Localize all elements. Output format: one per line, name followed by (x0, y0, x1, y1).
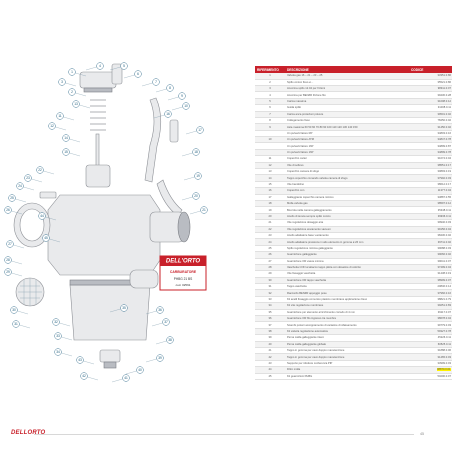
cell-desc: Boccola nella camera galleggiamento (285, 207, 409, 213)
cell-desc: Kit vite regolazione membrane (285, 303, 409, 309)
callout-30 (11, 307, 28, 314)
cell-desc: Un pulverizzatore ATM (285, 137, 409, 143)
cell-code: 39066.0.02 (409, 252, 452, 258)
cell-desc: Spillo regolazione minima galleggiante (285, 245, 409, 251)
cell-desc: Vite fissaggio vaschetta (285, 271, 409, 277)
cell-code: 39041.0.07 (409, 258, 452, 264)
callout-number: 38 (168, 338, 172, 342)
cell-code: 60525.0.11 (409, 341, 452, 347)
cell-code: 39088.0.03 (409, 245, 452, 251)
page-number: 45 (420, 432, 424, 436)
cell-desc: Vaschetta CON al attacco tappo pilota con dosatore di colorito (285, 264, 409, 270)
cell-rif: 32 (255, 290, 285, 296)
cell-rif: 43 (255, 360, 285, 366)
choke-cable-part (145, 98, 161, 182)
slide-part (86, 165, 110, 187)
cell-code: 38551.0.17 (409, 162, 452, 168)
cell-code: 78450.0.02 (409, 117, 452, 123)
bottom-plug-part (100, 350, 120, 362)
cell-code: 39156.0.04 (409, 226, 452, 232)
cell-code: 39501.0.02 (409, 111, 452, 117)
cell-code: 38821.0.79 (409, 296, 452, 302)
cell-rif: 2 (255, 79, 285, 85)
cell-rif: 8 (255, 117, 285, 123)
callout-number: 13 (74, 102, 78, 106)
cell-rif: 30 (255, 277, 285, 283)
cell-code: 45226.0.11 (409, 335, 452, 341)
cell-desc: Spillo conico fisso ø… (285, 79, 409, 85)
callout-number: 14 (64, 136, 68, 140)
cell-code: 31450.0.02 (409, 124, 452, 130)
cell-desc: Valvola gas 16 – 21 – 23 – 25 (285, 73, 409, 79)
cell-code: 34899.0.78 (409, 149, 452, 155)
cell-desc: Scambi polveri accoppiamento di variatore di sfiatoamento (285, 322, 409, 328)
cell-desc: Un pulverizzatore 16P (285, 149, 409, 155)
carb-body-part (48, 195, 160, 275)
float-bowl-part (70, 285, 150, 340)
cell-desc: Kit valvola regolazione automatica (285, 328, 409, 334)
callout-number: 30 (12, 308, 16, 312)
cell-code: 35348.0.11 (409, 207, 452, 213)
callout-40 (126, 367, 143, 374)
intake-opening-part (178, 212, 190, 242)
label-line2: PHBG 21 BS (173, 277, 193, 281)
cell-desc: Collegamento fisso (285, 117, 409, 123)
callout-number: 12 (50, 124, 54, 128)
callout-37 (152, 319, 169, 326)
callout-number: 21 (202, 208, 206, 212)
cell-code: 39251.0.83 (409, 303, 452, 309)
callout-19 (184, 173, 201, 180)
cell-rif: 9 (255, 124, 285, 130)
callout-7 (142, 79, 159, 86)
cell-rif: 14 (255, 175, 285, 181)
cell-code: 31008.0.11 (409, 105, 452, 111)
cell-code: 39711.0.02 (409, 239, 452, 245)
callout-32 (53, 319, 70, 326)
table-header-row (255, 66, 452, 73)
cell-rif: 19 (255, 207, 285, 213)
callout-number: 41 (124, 376, 128, 380)
callout-10 (172, 103, 189, 110)
header-rif: RIFERIMENTO (255, 66, 285, 73)
parts-table (255, 66, 452, 380)
callout-number: 39 (158, 356, 162, 360)
cell-rif: 7 (255, 111, 285, 117)
cell-desc: Kit anelli fissaggio comunico plastico membrane applicazione rilevo (285, 296, 409, 302)
cell-code: 38678.0.04 (409, 316, 452, 322)
cell-desc: Tappo in gomma per cavo doppio manutenzione (285, 347, 409, 353)
callout-number: 17 (198, 128, 202, 132)
callout-3 (59, 79, 76, 86)
cell-desc: Guarnizione galleggiante (285, 252, 409, 258)
footer-divider (34, 434, 414, 435)
cell-code: 39117.0.07 (409, 309, 452, 315)
callout-number: 15 (64, 150, 68, 154)
callout-6 (124, 71, 141, 78)
cell-rif: 28 (255, 264, 285, 270)
cell-code: 38612.0.17 (409, 181, 452, 187)
callout-17 (186, 127, 203, 134)
cell-desc: Filtro molla (285, 367, 409, 373)
cell-desc: Guarnizione per elemento arricchimento corredo di 4 mm (285, 309, 409, 315)
cell-code: 34899.0.87 (409, 143, 452, 149)
callout-number: 18 (194, 150, 198, 154)
cell-desc: Ancorina per BENZR frizione filo (285, 92, 409, 98)
callout-38 (156, 337, 173, 344)
cell-desc: Guarnizione OR filo ingresso tra membra (285, 316, 409, 322)
callout-9 (168, 93, 185, 100)
cell-rif: 45 (255, 373, 285, 379)
cell-desc: Tappo vaschetta (285, 284, 409, 290)
callout-34 (55, 349, 72, 356)
cell-code: 35521.0.86 (409, 79, 452, 85)
callout-number: 27 (8, 242, 12, 246)
callout-number: 24 (18, 184, 22, 188)
cell-rif: 42 (255, 354, 285, 360)
callout-21 (190, 207, 207, 214)
cell-rif: 33 (255, 296, 285, 302)
callout-23 (25, 175, 42, 182)
cell-rif: 41 (255, 347, 285, 353)
cell-code: 37992.0.03 (409, 175, 452, 181)
footer-brand-logo: DELLORTO (11, 430, 46, 436)
parts-table-wrap (255, 66, 451, 380)
cell-rif: 21 (255, 220, 285, 226)
cell-desc: Asta massima 60 50 60 70 80 90 100 110 120 130 140 150 (285, 124, 409, 130)
cell-desc: Guarnizione OR vasca minima (285, 258, 409, 264)
cell-rif: 44 (255, 367, 285, 373)
cell-desc: Molla valvola gas (285, 201, 409, 207)
callout-number: 36 (158, 308, 162, 312)
cell-rif: 13 (255, 169, 285, 175)
cell-code: 33887.0.55 (409, 194, 452, 200)
cell-rif: 23 (255, 232, 285, 238)
callout-number: 34 (56, 350, 60, 354)
callout-number: 26 (6, 208, 10, 212)
callout-42 (81, 373, 98, 380)
cell-code: 34847.0.78 (409, 137, 452, 143)
cell-desc: Guarnizione OR tappo vaschetta (285, 277, 409, 283)
cell-desc: Vite regolazione dosaggio aria (285, 220, 409, 226)
cell-code: 31888.0.06 (409, 347, 452, 353)
callout-number: 19 (196, 174, 200, 178)
cell-rif: 3 (255, 85, 285, 91)
callout-number: 10 (184, 104, 188, 108)
cell-code: 39779.0.03 (409, 322, 452, 328)
cell-desc: Perna calda galleggiante intero (285, 335, 409, 341)
callout-number: 37 (164, 320, 168, 324)
cell-rif: 26 (255, 252, 285, 258)
cell-code: 33999.0.03 (409, 360, 452, 366)
cell-code: 50200.0.07 (409, 373, 452, 379)
cell-desc: Vite di sollevo (285, 162, 409, 168)
cell-desc: Guida spillo (285, 105, 409, 111)
callout-number: 33 (56, 334, 60, 338)
cell-desc: Vite bandolino (285, 181, 409, 187)
right-spring-part (170, 120, 178, 142)
callout-number: 8 (169, 86, 171, 90)
cell-rif: 37 (255, 322, 285, 328)
callout-number: 11 (58, 114, 62, 118)
callout-18 (182, 149, 199, 156)
callout-number: 29 (6, 270, 10, 274)
idle-screw-part (40, 192, 56, 198)
cell-code: 39936.0.11 (409, 213, 452, 219)
cell-rif: 38 (255, 328, 285, 334)
mesh-filter-part (16, 278, 44, 306)
callout-number: 4 (99, 64, 101, 68)
cell-rif: 1 (255, 73, 285, 79)
callout-11 (57, 113, 74, 120)
cell-code: 37499.0.04 (409, 264, 452, 270)
table-row (255, 373, 452, 379)
cell-rif: 27 (255, 258, 285, 264)
cell-desc: Tappo in gomma per cavo doppio manutenzione (285, 354, 409, 360)
cell-code: 38999.0.07 (409, 277, 452, 283)
float-part (130, 270, 158, 288)
cell-desc: Vite regolazione avviamento vacuum (285, 226, 409, 232)
callout-number: 9 (181, 94, 183, 98)
callout-number: 25 (10, 196, 14, 200)
callout-22 (37, 167, 54, 174)
cell-desc: Coperchio camera di sfogo (285, 169, 409, 175)
cell-rif: 12 (255, 162, 285, 168)
callout-number: 7 (155, 80, 157, 84)
cell-rif: 6 (255, 105, 285, 111)
cell-code: 38430.0.02 (409, 232, 452, 238)
cell-desc: Un pulverizzatore 16P (285, 143, 409, 149)
cell-rif: 34 (255, 303, 285, 309)
cell-desc: Coperchio carter (285, 156, 409, 162)
callout-2 (69, 89, 86, 96)
callout-number: 32 (54, 320, 58, 324)
cell-rif: 18 (255, 201, 285, 207)
callout-4 (86, 63, 103, 70)
cell-desc: Carica massima (285, 98, 409, 104)
product-label (160, 256, 206, 290)
cell-desc: Supporto per riduttore conferenza PIP (285, 360, 409, 366)
cell-code: 59327.0.78 (409, 328, 452, 334)
cell-rif: 11 (255, 156, 285, 162)
highlighted-code: 38870.0.01 (437, 368, 451, 372)
cell-rif: 15 (255, 181, 285, 187)
callout-15 (63, 149, 80, 156)
cell-rif: 29 (255, 271, 285, 277)
cell-code: 31438.0.19 (409, 271, 452, 277)
cell-code: 39940.0.03 (409, 220, 452, 226)
cell-rif: 40 (255, 341, 285, 347)
right-hose-part (157, 180, 182, 216)
cell-rif: 31 (255, 284, 285, 290)
cell-rif: 22 (255, 226, 285, 232)
callout-number: 35 (122, 306, 126, 310)
exploded-parts-diagram (0, 60, 236, 400)
cell-rif: 4 (255, 92, 285, 98)
callout-12 (49, 123, 66, 130)
bottom-screw-part (104, 362, 116, 368)
callout-20 (182, 193, 199, 200)
callout-number: 28 (6, 258, 10, 262)
callout-39 (146, 355, 163, 362)
cell-code: 37966.0.16 (409, 290, 452, 296)
callout-number: 44 (40, 214, 44, 218)
callout-31 (13, 321, 30, 328)
callout-25 (9, 195, 26, 202)
callout-number: 3 (61, 80, 63, 84)
cell-code: 34803.0.16 (409, 130, 452, 136)
callout-14 (63, 135, 80, 142)
callout-number: 23 (26, 176, 30, 180)
callout-number: 20 (194, 194, 198, 198)
cell-desc: Carica anca protezioni polvere (285, 111, 409, 117)
cell-desc: Raccordo BENZR appoggio pose (285, 290, 409, 296)
callout-number: 1 (71, 70, 73, 74)
callout-13 (73, 101, 90, 108)
cell-desc: Coperchio con (285, 188, 409, 194)
cap-part (80, 72, 116, 88)
callout-8 (156, 85, 173, 92)
cell-code: 39430.0.28 (409, 92, 452, 98)
cell-rif: 36 (255, 316, 285, 322)
cell-code: 31008.0.12 (409, 98, 452, 104)
callout-43 (77, 357, 94, 364)
cell-rif: 10 (255, 137, 285, 143)
slide-spring-part (90, 100, 106, 130)
cell-code: 30893.0.19 (409, 169, 452, 175)
cell-rif: 20 (255, 213, 285, 219)
callout-number: 31 (14, 322, 18, 326)
cell-desc: Perna calda galleggiante globale (285, 341, 409, 347)
label-line3: cod. 02591 (175, 283, 191, 287)
cell-rif: 16 (255, 188, 285, 194)
cell-rif: 5 (255, 98, 285, 104)
cell-rif: 25 (255, 245, 285, 251)
callout-number: 2 (71, 90, 73, 94)
callout-29 (5, 269, 22, 276)
cell-desc: Anello adattatore base vuotamento (285, 232, 409, 238)
cell-rif: 24 (255, 239, 285, 245)
cell-desc: Ancorina spillo 12.04 per frizioni (285, 85, 409, 91)
cap-ring-part (84, 88, 112, 92)
callout-41 (112, 375, 129, 382)
cell-code: 31074.0.04 (409, 156, 452, 162)
callout-33 (55, 333, 72, 340)
cell-code: 33351.0.86 (409, 73, 452, 79)
callout-number: 16 (166, 112, 170, 116)
callout-number: 40 (138, 368, 142, 372)
header-desc: DESCRIZIONE (285, 66, 409, 73)
callout-number: 5 (123, 64, 125, 68)
cell-rif: 39 (255, 335, 285, 341)
callout-number: 6 (137, 72, 139, 76)
callout-number: 42 (82, 374, 86, 378)
cell-desc: Kit guarnizioni PHBG (285, 373, 409, 379)
cell-rif: 35 (255, 309, 285, 315)
cell-code: 98311.0.07 (409, 85, 452, 91)
table-body (255, 73, 452, 379)
cell-desc: Galleggiante coperchio camera minimo (285, 194, 409, 200)
cell-code: 11377.0.04 (409, 188, 452, 194)
cell-code: 31465.0.03 (409, 354, 452, 360)
callout-28 (5, 257, 22, 264)
cell-rif: 17 (255, 194, 285, 200)
cell-code: 38597.0.12 (409, 201, 452, 207)
diagram-svg (0, 60, 236, 400)
callout-24 (17, 183, 34, 190)
label-line1: CARBURATORE (169, 270, 197, 274)
cell-desc: Un pulverizzatore RP (285, 130, 409, 136)
callout-number: 45 (44, 236, 48, 240)
label-brand: DELL'ORTO (165, 258, 201, 265)
cell-desc: Anello adattatore pressione in alto elemento in gomma ø 26 mm (285, 239, 409, 245)
cell-desc: Tappo coperchio comando valvola camera di sfogo (285, 175, 409, 181)
needle-part (96, 134, 99, 168)
cell-code: 20846.0.14 (409, 284, 452, 290)
callout-number: 43 (78, 358, 82, 362)
header-code: CODICE (409, 66, 452, 73)
cell-desc: Anello di tenuta sempre spillo conico (285, 213, 409, 219)
callout-number: 22 (38, 168, 42, 172)
